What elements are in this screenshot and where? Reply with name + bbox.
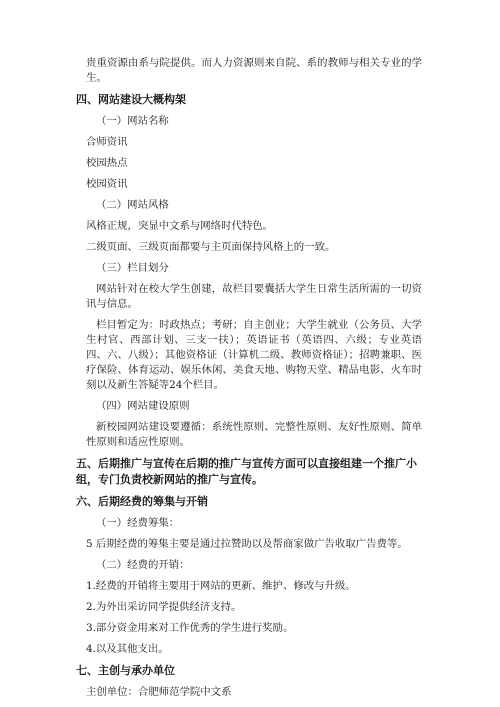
list-item: 校园资讯 [86, 178, 128, 190]
subheading: （一）经费筹集： [96, 517, 180, 529]
section-heading: 五、后期推广与宣传在后期的推广与宣传方面可以直接组建一个推广小组，专门负责校新网站的推广与宣传。 [76, 457, 417, 486]
subheading: （一）网站名称 [96, 115, 169, 127]
subheading: （三）栏目划分 [96, 262, 169, 274]
list-item: 校园热点 [86, 157, 128, 169]
list-item: 4.以及其他支出。 [86, 643, 169, 655]
paragraph: 新校园网站建设要遵循：系统性原则、完整性原则、友好性原则、简单性原则和适应性原则。 [86, 421, 422, 448]
subheading: （二）经费的开销： [96, 559, 190, 571]
subheading: （四）网站建设原则 [96, 400, 190, 412]
paragraph: 5 后期经费的筹集主要是通过拉赞助以及帮商家做广告收取广告费等。 [86, 538, 408, 550]
subheading: （二）网站风格 [96, 199, 169, 211]
section-heading: 四、网站建设大概构架 [76, 93, 186, 106]
list-item: 3.部分资金用来对工作优秀的学生进行奖励。 [86, 622, 294, 634]
paragraph: 主创单位：合肥师范学院中文系 [86, 686, 232, 698]
list-item: 合师资讯 [86, 136, 128, 148]
paragraph: 网站针对在校大学生创建，故栏目要囊括大学生日常生活所需的一切资讯与信息。 [86, 283, 422, 310]
paragraph: 栏目暂定为：时政热点；考研；自主创业；大学生就业（公务员、大学生村官、西部计划、三支一扶）；英语证书（英语四、六级；专业英语四、六、八级）；其他资格证（计算机二级、教师资格证）；招聘兼职、医疗保险、体育运动、娱乐休闲、美食天地、购物天堂、精品电影、火车时刻以及新生答疑等24个栏目。 [86, 319, 422, 391]
list-item: 2.为外出采访同学提供经济支持。 [86, 601, 242, 613]
section-heading: 六、后期经费的筹集与开销 [76, 495, 208, 508]
section-heading: 七、主创与承办单位 [76, 664, 175, 677]
list-item: 1.经费的开销将主要用于网站的更新、维护、修改与升级。 [86, 580, 356, 592]
paragraph: 二级页面、三级页面都要与主页面保持风格上的一致。 [86, 241, 336, 253]
paragraph: 风格正规，突显中文系与网络时代特色。 [86, 220, 274, 232]
paragraph: 贵重资源由系与院提供。而人力资源则来自院、系的教师与相关专业的学生。 [86, 57, 422, 84]
